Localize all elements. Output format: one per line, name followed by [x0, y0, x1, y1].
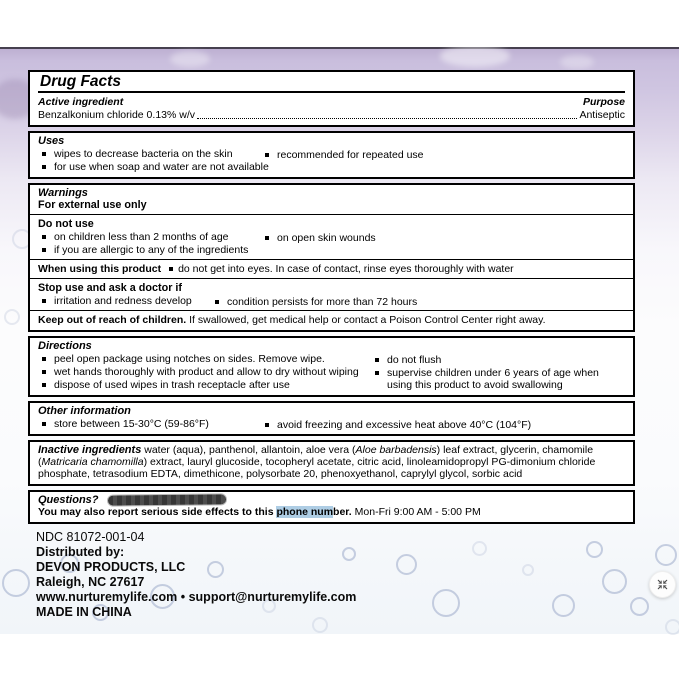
bullet-item: wet hands thoroughly with product and allow to dry without wiping	[38, 366, 368, 378]
when-using-heading: When using this product	[38, 263, 162, 275]
distributed-by-label: Distributed by:	[36, 545, 125, 559]
uses-section	[28, 131, 635, 179]
keep-out-rest: If swallowed, get medical help or contact a Poison Control Center right away.	[186, 314, 546, 326]
bullet-square-icon	[169, 267, 173, 271]
active-ingredient-section	[28, 70, 635, 127]
bubble-decoration	[2, 569, 30, 597]
support-email: support@nurturemylife.com	[188, 590, 357, 604]
distributor-block	[36, 530, 356, 620]
collapse-zoom-button[interactable]	[649, 571, 676, 598]
active-ingredient-heading: Active ingredient	[38, 96, 124, 108]
keep-out-row	[38, 314, 625, 326]
directions-section	[28, 336, 635, 397]
highlighted-text: phone num	[276, 506, 334, 518]
do-not-use-heading: Do not use	[38, 218, 94, 230]
divider	[30, 259, 633, 260]
drug-facts-title: Drug Facts	[38, 74, 625, 93]
purpose-value: Antiseptic	[579, 109, 625, 121]
purpose-heading: Purpose	[582, 96, 625, 108]
questions-heading: Questions?	[38, 494, 99, 506]
other-information-section	[28, 401, 635, 436]
divider	[30, 310, 633, 311]
bubble-decoration	[560, 55, 594, 69]
inactive-ingredients-heading: Inactive ingredients	[38, 444, 142, 456]
inactive-text: ) extract, lauryl glucoside, tocopheryl acetate, citric acid, linoleamidopropyl PG-dimonium chloride phosphate, tetrasodium EDTA, dimethicone, polysorbate 20, phenoxyethanol, caprylyl glycol, sorbic acid	[38, 456, 596, 480]
hours-text: Mon-Fri 9:00 AM - 5:00 PM	[351, 506, 481, 518]
bullet-item: irritation and redness develop	[38, 295, 625, 307]
bubble-decoration	[552, 594, 575, 617]
company-address: Raleigh, NC 27617	[36, 575, 145, 589]
keep-out-bold: Keep out of reach of children.	[38, 314, 187, 326]
divider	[30, 278, 633, 279]
bubble-decoration	[4, 309, 20, 325]
inactive-ingredients-section	[28, 440, 635, 486]
when-using-row	[38, 263, 625, 275]
questions-section	[28, 490, 635, 524]
bullet-item: do not flush	[375, 354, 610, 366]
bullet-item: wipes to decrease bacteria on the skin	[38, 148, 625, 160]
redacted-phone-number	[107, 494, 225, 505]
bubble-decoration	[432, 589, 460, 617]
bullet-item: if you are allergic to any of the ingredients	[38, 244, 625, 256]
company-name: DEVON PRODUCTS, LLC	[36, 560, 186, 574]
external-use-text: For external use only	[38, 199, 147, 211]
when-using-text: do not get into eyes. In case of contact, rinse eyes thoroughly with water	[178, 263, 514, 275]
bubble-decoration	[630, 597, 649, 616]
bubble-decoration	[602, 569, 627, 594]
bullet-item: recommended for repeated use	[265, 149, 424, 161]
bullet-item: on open skin wounds	[265, 232, 376, 244]
warnings-heading: Warnings	[38, 187, 88, 199]
bubble-decoration	[522, 564, 534, 576]
bubble-decoration	[440, 45, 510, 67]
bullet-item: avoid freezing and excessive heat above 40°C (104°F)	[265, 419, 531, 431]
bubble-decoration	[655, 544, 677, 566]
side-effects-row	[38, 506, 625, 518]
dot-leader	[197, 118, 577, 119]
drug-facts-label	[28, 70, 635, 524]
bullet-item: peel open package using notches on sides. Remove wipe.	[38, 353, 368, 365]
bubble-decoration	[396, 554, 417, 575]
divider	[30, 214, 633, 215]
species-name-italic: Aloe barbadensis	[355, 444, 437, 456]
stop-use-heading: Stop use and ask a doctor if	[38, 282, 182, 294]
warnings-section	[28, 183, 635, 332]
uses-heading: Uses	[38, 135, 65, 147]
compress-arrows-icon	[656, 578, 669, 591]
species-name-italic: Matricaria chamomilla	[41, 456, 144, 468]
website-url: www.nurturemylife.com	[36, 590, 178, 604]
side-effects-text-end: ber.	[333, 506, 352, 518]
side-effects-text: You may also report serious side effects to this	[38, 506, 277, 518]
bullet-item: dispose of used wipes in trash receptacle after use	[38, 379, 368, 391]
inactive-text: water (aqua), panthenol, allantoin, aloe vera (	[141, 444, 356, 456]
bullet-item: on children less than 2 months of age	[38, 231, 625, 243]
inactive-text: ) leaf extract, glycerin, chamomile (	[38, 444, 594, 468]
bubble-decoration	[170, 51, 210, 67]
directions-heading: Directions	[38, 340, 92, 352]
separator-dot: •	[180, 590, 186, 604]
active-ingredient-value: Benzalkonium chloride 0.13% w/v	[38, 109, 195, 121]
bubble-decoration	[472, 541, 487, 556]
ndc-code: NDC 81072-001-04	[36, 530, 145, 544]
bullet-item: condition persists for more than 72 hours	[215, 296, 417, 308]
other-information-heading: Other information	[38, 405, 131, 417]
contact-line	[36, 590, 356, 605]
bullet-item: store between 15-30°C (59-86°F)	[38, 418, 625, 430]
bullet-item: for use when soap and water are not available	[38, 161, 625, 173]
bubble-decoration	[665, 619, 679, 635]
country-of-origin: MADE IN CHINA	[36, 605, 132, 619]
bubble-decoration	[586, 541, 603, 558]
bullet-item: supervise children under 6 years of age when using this product to avoid swallowing	[375, 367, 610, 391]
